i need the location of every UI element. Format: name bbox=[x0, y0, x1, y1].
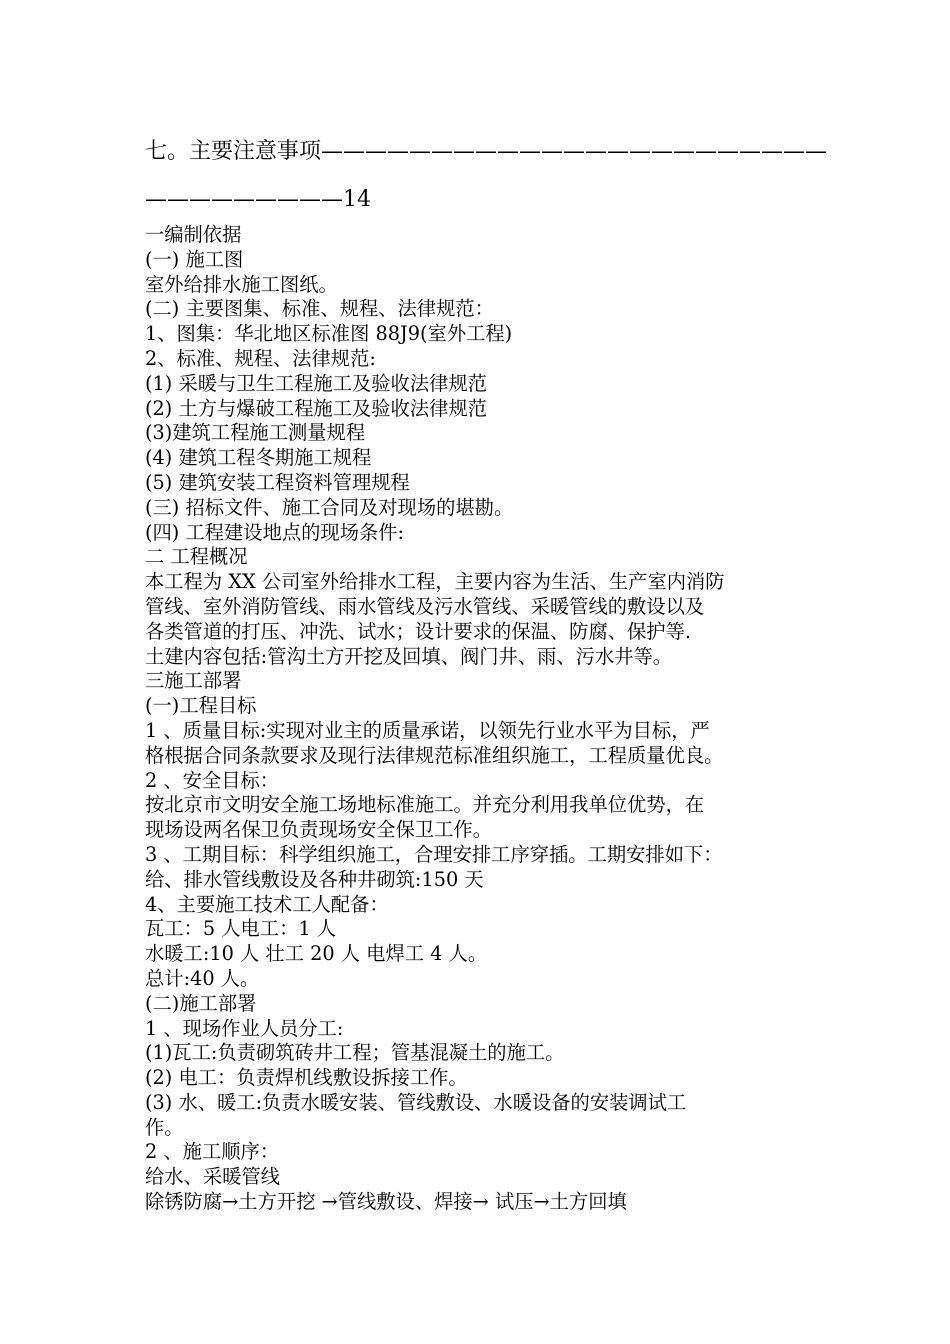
paragraph-line: 土建内容包括:管沟土方开挖及回填、阀门井、雨、污水井等。 bbox=[145, 644, 673, 668]
subsection-heading: (一) 施工图 bbox=[145, 247, 244, 271]
list-item: (5) 建筑安装工程资料管理规程 bbox=[145, 470, 410, 494]
paragraph-line: 管线、室外消防管线、雨水管线及污水管线、采暖管线的敷设以及 bbox=[145, 594, 705, 618]
section-heading: 二 工程概况 bbox=[145, 545, 248, 569]
list-item: 2 、施工顺序： bbox=[145, 1140, 280, 1164]
list-item: 1、图集：华北地区标准图 88J9(室外工程) bbox=[145, 322, 513, 346]
process-flow-line: 除锈防腐→土方开挖 →管线敷设、焊接→ 试压→土方回填 bbox=[145, 1190, 627, 1214]
paragraph-line: 3 、工期目标：科学组织施工，合理安排工序穿插。工期安排如下： bbox=[145, 842, 723, 866]
paragraph-line: 总计:40 人。 bbox=[145, 966, 260, 990]
list-item: 1 、现场作业人员分工: bbox=[145, 1016, 344, 1040]
list-item: (3)建筑工程施工测量规程 bbox=[145, 421, 366, 445]
list-item: (4) 建筑工程冬期施工规程 bbox=[145, 446, 372, 470]
paragraph-line: 作。 bbox=[145, 1115, 184, 1139]
paragraph-line: 各类管道的打压、冲洗、试水；设计要求的保温、防腐、保护等. bbox=[145, 619, 692, 643]
paragraph-line: 给、排水管线敷设及各种井砌筑:150 天 bbox=[145, 867, 484, 891]
paragraph-line: 给水、采暖管线 bbox=[145, 1165, 280, 1189]
subsection-heading: (一)工程目标 bbox=[145, 694, 257, 718]
document-body bbox=[145, 223, 813, 1215]
paragraph-line: 按北京市文明安全施工场地标准施工。并充分利用我单位优势，在 bbox=[145, 793, 705, 817]
list-item: (1)瓦工:负责砌筑砖井工程；管基混凝土的施工。 bbox=[145, 1041, 565, 1065]
subsection-heading: (二)施工部署 bbox=[145, 991, 257, 1015]
list-item: 2 、安全目标： bbox=[145, 768, 280, 792]
list-item: (1) 采暖与卫生工程施工及验收法律规范 bbox=[145, 371, 487, 395]
subsection-heading: (三) 招标文件、施工合同及对现场的堪勘。 bbox=[145, 495, 514, 519]
list-item: 4、主要施工技术工人配备： bbox=[145, 892, 389, 916]
paragraph-line: 格根据合同条款要求及现行法律规范标准组织施工，工程质量优良。 bbox=[145, 743, 724, 767]
paragraph-line: 水暖工:10 人 壮工 20 人 电焊工 4 人。 bbox=[145, 942, 488, 966]
list-item: (2) 土方与爆破工程施工及验收法律规范 bbox=[145, 396, 487, 420]
paragraph-line: 本工程为 XX 公司室外给排水工程，主要内容为生活、生产室内消防 bbox=[145, 570, 725, 594]
paragraph-line: 1 、质量目标:实现对业主的质量承诺，以领先行业水平为目标，严 bbox=[145, 718, 710, 742]
subsection-heading: (四) 工程建设地点的现场条件: bbox=[145, 520, 405, 544]
subsection-heading: (二) 主要图集、标准、规程、法律规范： bbox=[145, 297, 494, 321]
list-item: (2) 电工：负责焊机线敷设拆接工作。 bbox=[145, 1066, 468, 1090]
paragraph-line: 瓦工：5 人电工：1 人 bbox=[145, 917, 337, 941]
list-item: 2、标准、规程、法律规范: bbox=[145, 346, 376, 370]
paragraph-line: 现场设两名保卫负责现场安全保卫工作。 bbox=[145, 818, 493, 842]
section-heading: 三施工部署 bbox=[145, 669, 242, 693]
list-item: (3) 水、暖工:负责水暖安装、管线敷设、水暖设备的安装调试工 bbox=[145, 1090, 687, 1114]
section-heading: 一编制依据 bbox=[145, 223, 242, 246]
toc-entry-page-number: —————————14 bbox=[145, 187, 371, 212]
toc-entry-line: 七。主要注意事项——————————————————————— bbox=[145, 139, 828, 164]
paragraph-line: 室外给排水施工图纸。 bbox=[145, 272, 338, 296]
